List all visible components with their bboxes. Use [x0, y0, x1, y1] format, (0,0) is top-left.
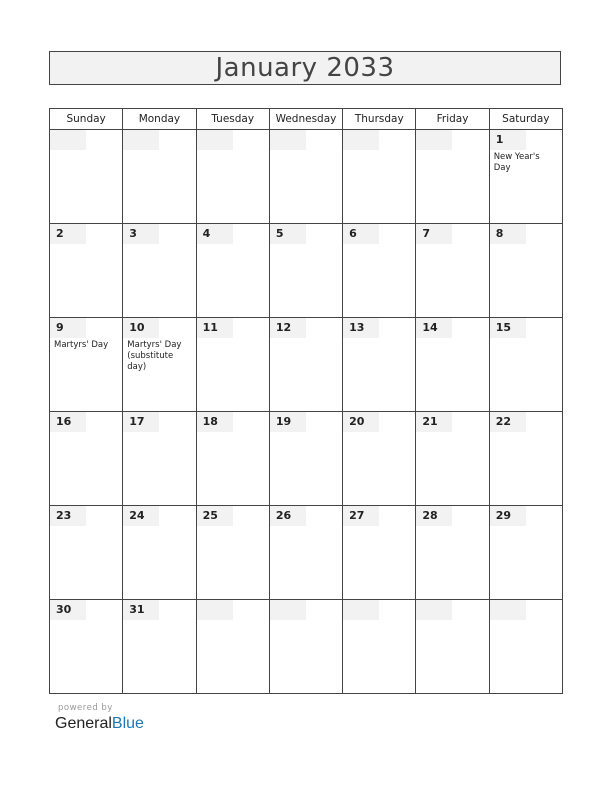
day-number: 13	[343, 318, 379, 338]
holiday-label: Martyrs' Day (substitute day)	[127, 340, 182, 372]
day-cell	[269, 506, 342, 600]
day-cell	[489, 506, 562, 600]
day-cell	[343, 130, 416, 224]
day-cell	[489, 224, 562, 318]
day-number: 17	[123, 412, 159, 432]
day-cell	[269, 130, 342, 224]
day-cell	[489, 412, 562, 506]
day-number: 30	[50, 600, 86, 620]
day-cell	[269, 318, 342, 412]
day-number: 21	[416, 412, 452, 432]
day-cell	[196, 412, 269, 506]
day-number: 14	[416, 318, 452, 338]
day-number: 28	[416, 506, 452, 526]
day-number: 27	[343, 506, 379, 526]
week-row	[50, 412, 563, 506]
day-number	[343, 600, 379, 620]
weekday-header-saturday: Saturday	[489, 109, 562, 130]
holiday-label: Martyrs' Day	[54, 340, 109, 350]
day-cell	[50, 318, 123, 412]
weekday-header-friday: Friday	[416, 109, 489, 130]
day-number	[416, 600, 452, 620]
day-cell	[50, 130, 123, 224]
generalblue-logo[interactable]	[55, 715, 144, 733]
day-cell	[343, 412, 416, 506]
calendar-title: January 2033	[49, 51, 561, 85]
day-cell	[416, 224, 489, 318]
day-cell	[343, 600, 416, 694]
day-cell	[196, 130, 269, 224]
day-cell	[416, 506, 489, 600]
week-row	[50, 600, 563, 694]
powered-by-text: powered by	[58, 703, 113, 713]
holiday-label: New Year's Day	[493, 152, 540, 173]
day-number	[50, 130, 86, 150]
day-cell	[416, 130, 489, 224]
day-number	[197, 600, 233, 620]
day-cell	[489, 130, 562, 224]
day-number: 9	[50, 318, 86, 338]
day-cell	[196, 506, 269, 600]
day-cell	[343, 506, 416, 600]
day-cell	[489, 600, 562, 694]
day-cell	[343, 318, 416, 412]
day-number: 7	[416, 224, 452, 244]
day-number	[343, 130, 379, 150]
day-number: 19	[270, 412, 306, 432]
day-cell	[269, 224, 342, 318]
day-number: 18	[197, 412, 233, 432]
day-cell	[50, 600, 123, 694]
day-number: 8	[490, 224, 526, 244]
day-number: 15	[490, 318, 526, 338]
day-number: 1	[490, 130, 526, 150]
weekday-header-row	[50, 109, 563, 130]
day-number: 11	[197, 318, 233, 338]
day-cell	[50, 412, 123, 506]
day-number: 29	[490, 506, 526, 526]
day-cell	[123, 224, 196, 318]
day-cell	[50, 224, 123, 318]
day-number: 2	[50, 224, 86, 244]
day-cell	[489, 318, 562, 412]
weekday-header-thursday: Thursday	[343, 109, 416, 130]
weekday-header-monday: Monday	[123, 109, 196, 130]
day-cell	[196, 224, 269, 318]
day-number: 20	[343, 412, 379, 432]
day-cell	[123, 600, 196, 694]
day-number: 5	[270, 224, 306, 244]
day-number: 25	[197, 506, 233, 526]
day-number	[416, 130, 452, 150]
weekday-header-tuesday: Tuesday	[196, 109, 269, 130]
day-cell	[123, 318, 196, 412]
day-cell	[416, 600, 489, 694]
day-number: 24	[123, 506, 159, 526]
calendar-grid	[49, 108, 563, 694]
day-number: 6	[343, 224, 379, 244]
week-row	[50, 224, 563, 318]
day-cell	[50, 506, 123, 600]
brand-general-text: General	[55, 715, 112, 732]
day-cell	[196, 600, 269, 694]
day-cell	[269, 600, 342, 694]
week-row	[50, 130, 563, 224]
brand-blue-text: Blue	[111, 715, 144, 732]
day-cell	[123, 412, 196, 506]
day-number	[270, 130, 306, 150]
week-row	[50, 506, 563, 600]
day-number	[123, 130, 159, 150]
weekday-header-sunday: Sunday	[50, 109, 123, 130]
day-number: 10	[123, 318, 159, 338]
day-number: 4	[197, 224, 233, 244]
day-cell	[343, 224, 416, 318]
day-cell	[123, 130, 196, 224]
day-number: 16	[50, 412, 86, 432]
day-number	[270, 600, 306, 620]
weekday-header-wednesday: Wednesday	[269, 109, 342, 130]
day-number: 31	[123, 600, 159, 620]
week-row	[50, 318, 563, 412]
day-number	[490, 600, 526, 620]
day-number	[197, 130, 233, 150]
day-cell	[416, 412, 489, 506]
day-cell	[416, 318, 489, 412]
day-number: 3	[123, 224, 159, 244]
day-cell	[196, 318, 269, 412]
day-number: 23	[50, 506, 86, 526]
day-number: 26	[270, 506, 306, 526]
day-number: 22	[490, 412, 526, 432]
day-cell	[269, 412, 342, 506]
day-cell	[123, 506, 196, 600]
day-number: 12	[270, 318, 306, 338]
